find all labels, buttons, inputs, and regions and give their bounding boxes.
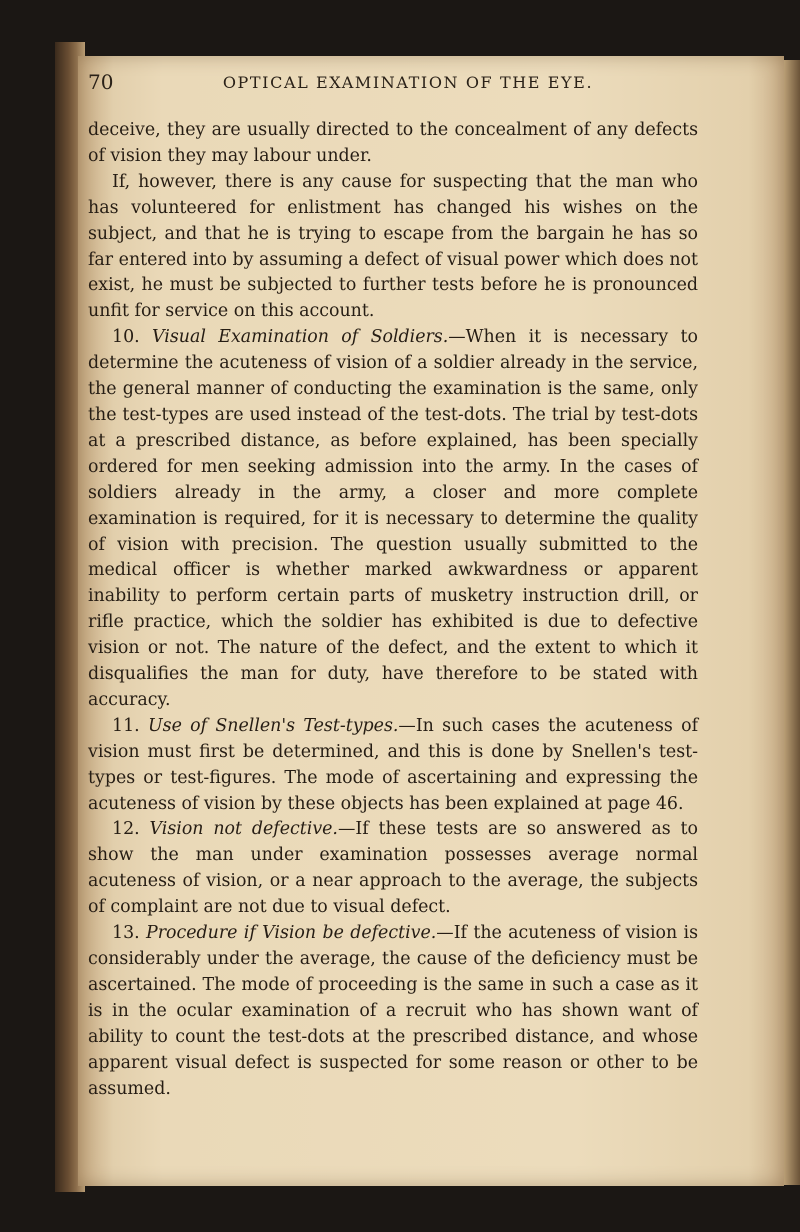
section-12 <box>88 817 698 921</box>
page-edge <box>784 60 800 1185</box>
section-title: Use of Snellen's Test-types. <box>147 715 399 736</box>
running-head: OPTICAL EXAMINATION OF THE EYE. <box>222 73 594 92</box>
page-number: 70 <box>88 70 114 94</box>
section-number: 11. <box>112 715 140 736</box>
section-text: —If these tests are so answered as to show the man under examination possesses average normal acuteness of vision, or a near approach to the average, the subjects of complaint are not due to visual defect. <box>88 819 698 918</box>
section-text: —If the acuteness of vision is considerably under the average, the cause of the deficiency must be ascertained. The mode of proceeding is the same in such a case as it is in the ocular examination of a recruit who has shown want of ability to count the test-dots at the prescribed distance, and whose apparent visual defect is suspected for some reason or other to be assumed. <box>88 923 699 1099</box>
section-text: —When it is necessary to determine the acuteness of vision of a soldier already in the service, the general manner of conducting the examination is the same, only the test-types are used instead of the test-dots. The trial by test-dots at a prescribed distance, as before explained, has been specially ordered for men seeking admission into the army. In the cases of soldiers already in the army, a closer and more complete examination is required, for it is necessary to determine the quality of vision with precision. The question usually submitted to the medical officer is whether marked awkwardness or apparent inability to perform certain parts of musketry instruction drill, or rifle practice, which the soldier has exhibited is due to defective vision or not. The nature of the defect, and the extent to which it disqualifies the man for duty, have therefore to be stated with accuracy. <box>88 327 698 710</box>
page-body <box>88 118 698 1102</box>
page-header <box>88 70 698 100</box>
section-number: 10. <box>112 327 140 348</box>
section-11 <box>88 714 698 818</box>
section-13 <box>88 921 698 1102</box>
section-text: —In such cases the acuteness of vision must first be determined, and this is done by Snellen's test-types or test-figures. The mode of ascertaining and expressing the acuteness of vision by these objects has been explained at page 46. <box>88 715 699 814</box>
section-10 <box>88 325 698 714</box>
paragraph-continued: deceive, they are usually directed to the concealment of any defects of vision they may labour under. <box>88 120 698 166</box>
section-number: 12. <box>112 819 140 840</box>
section-title: Visual Examination of Soldiers. <box>152 327 449 348</box>
paragraph-malingering: If, however, there is any cause for suspecting that the man who has volunteered for enlistment has changed his wishes on the subject, and that he is trying to escape from the bargain he has so far entered into by assuming a defect of visual power which does not exist, he must be subjected to further tests before he is pronounced unfit for service on this account. <box>88 171 698 322</box>
section-number: 13. <box>112 923 140 944</box>
section-title: Vision not defective. <box>149 819 338 840</box>
section-title: Procedure if Vision be defective. <box>146 923 437 944</box>
